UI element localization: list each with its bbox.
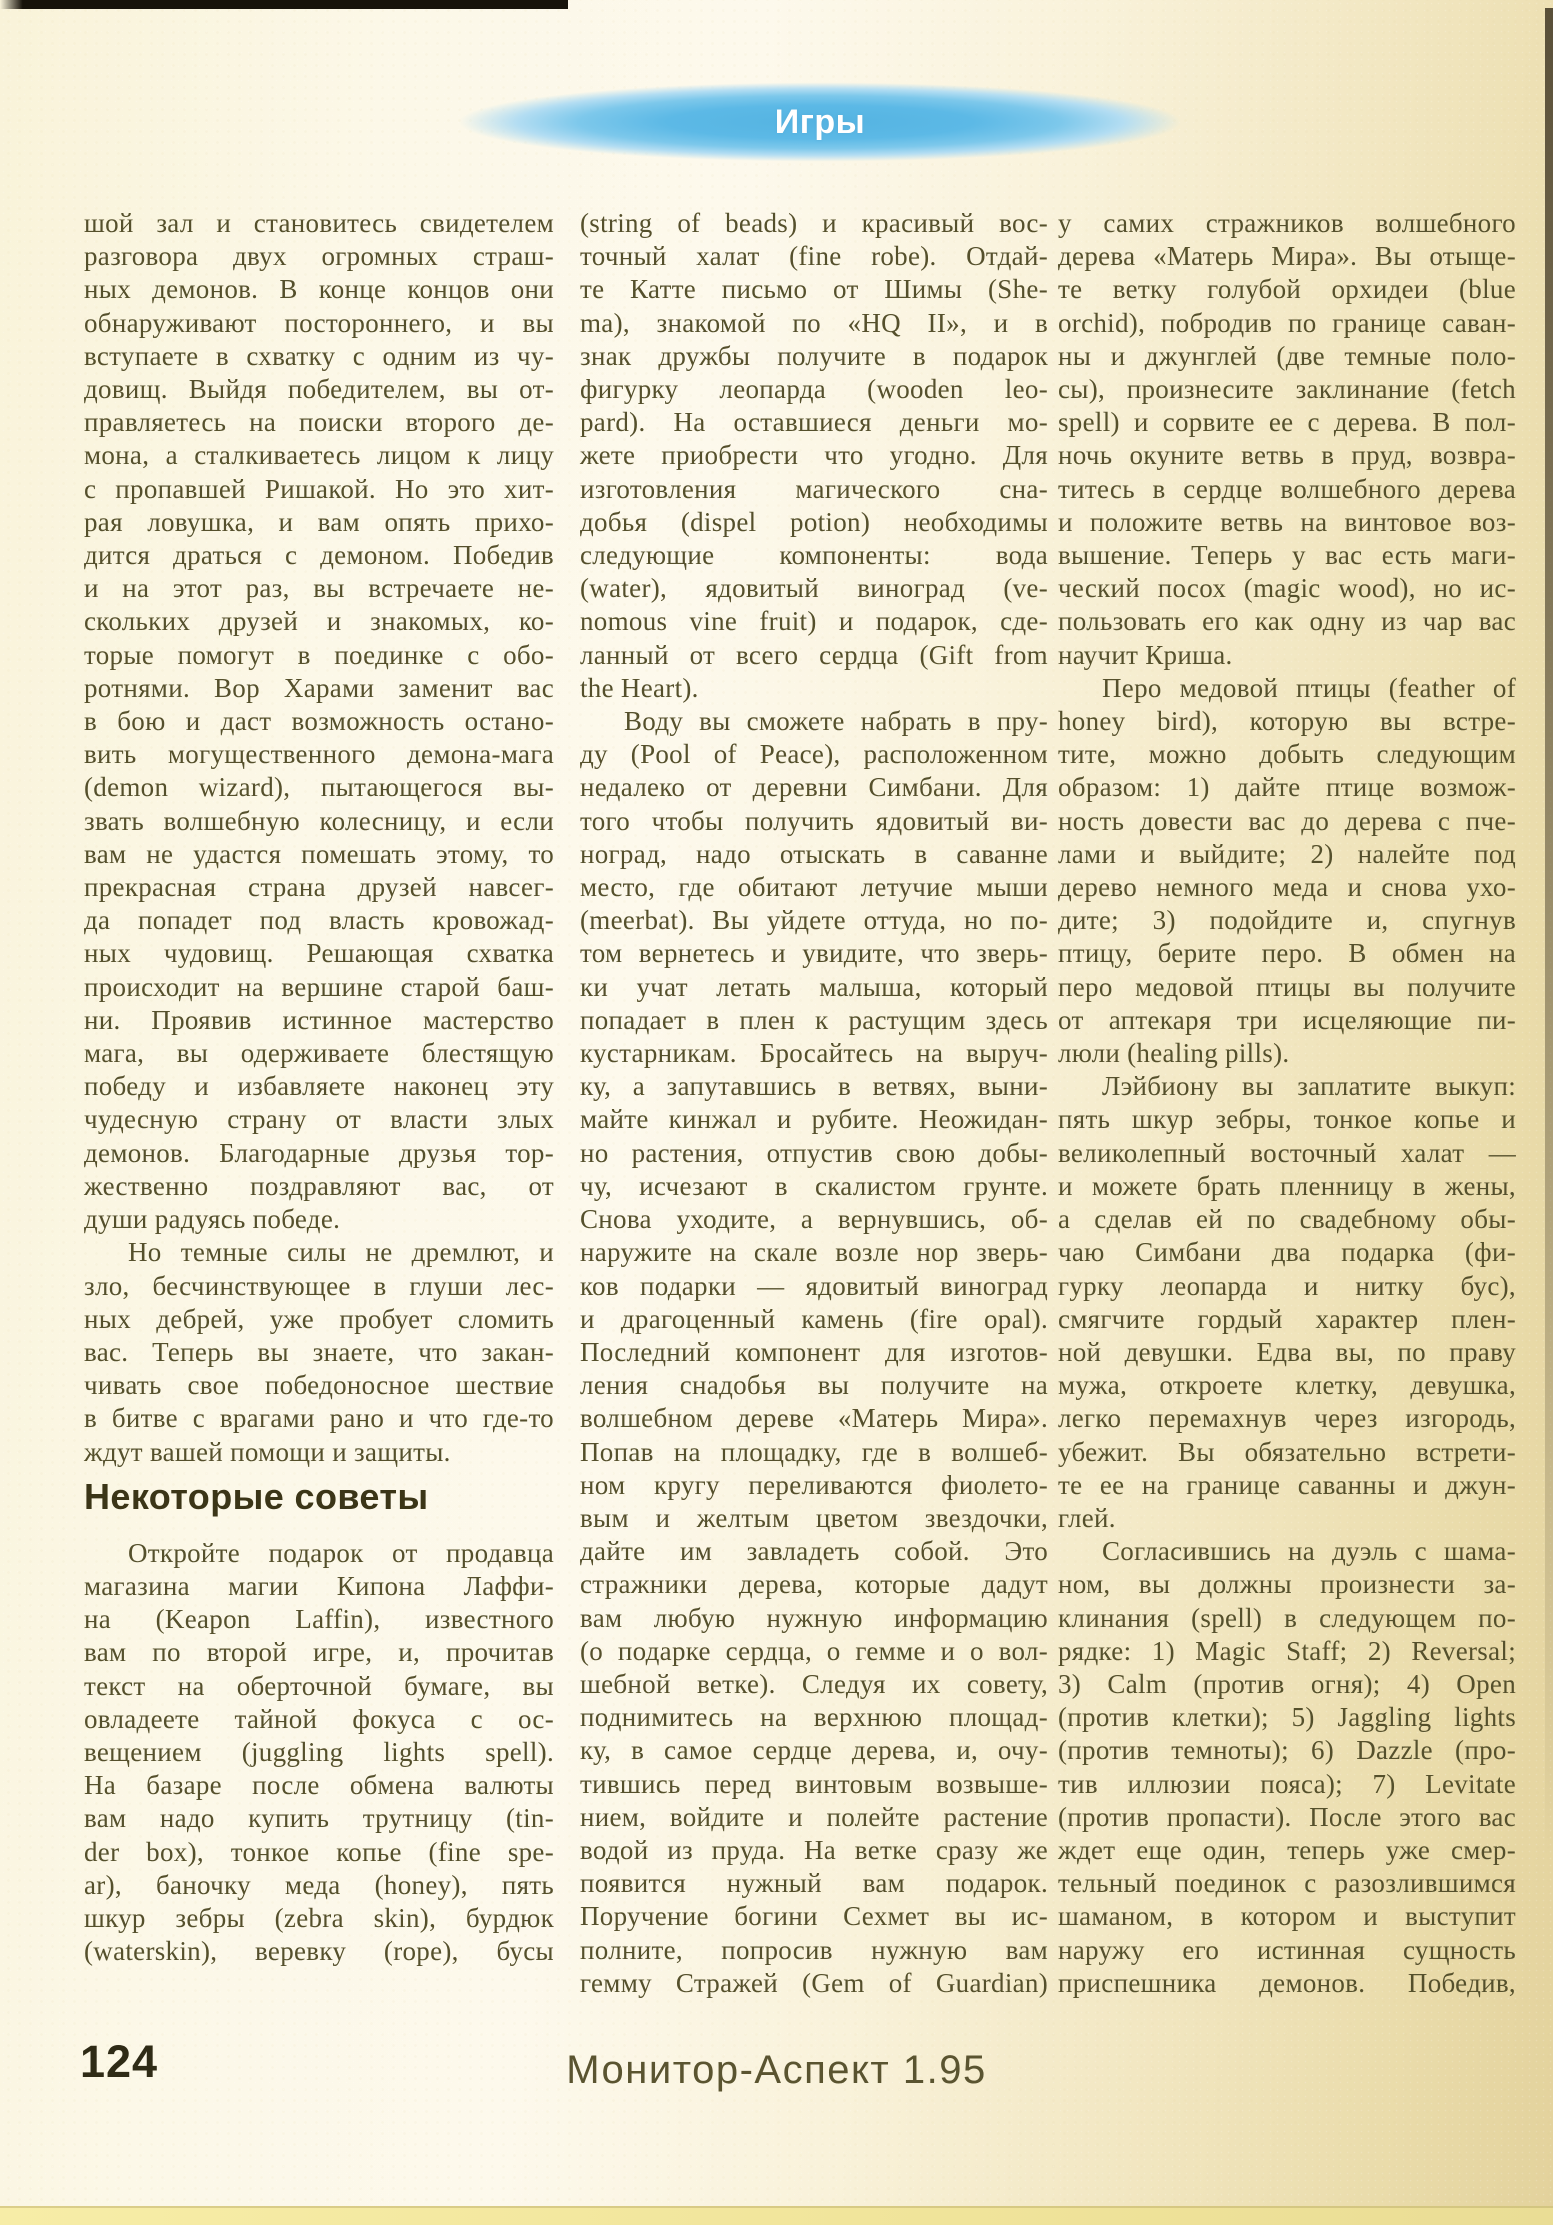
text-line: на (Keapon Laffin), известного bbox=[84, 1604, 554, 1635]
text-line: титесь в сердце волшебного дерева bbox=[1058, 473, 1516, 504]
section-heading: Некоторые советы bbox=[84, 1475, 429, 1517]
text-line: ни. Проявив истинное мастерство bbox=[84, 1004, 554, 1035]
column-1-bottom bbox=[84, 1537, 554, 1969]
text-line: жественно поздравляют вас, от bbox=[84, 1170, 554, 1201]
text-line: (против пропасти). После этого вас bbox=[1058, 1801, 1516, 1832]
text-line: сы), произнесите заклинание (fetch bbox=[1058, 374, 1516, 405]
text-line: те Катте письмо от Шимы (She- bbox=[580, 274, 1048, 305]
text-line: чудесную страну от власти злых bbox=[84, 1104, 554, 1135]
text-line: дерево немного меда и снова ухо- bbox=[1058, 872, 1516, 903]
text-line: ждут вашей помощи и защиты. bbox=[84, 1436, 451, 1467]
text-line: того чтобы получить ядовитый ви- bbox=[580, 805, 1048, 836]
text-line: довищ. Выйдя победителем, вы от- bbox=[84, 374, 554, 405]
text-line: чу, исчезают в скалистом грунте. bbox=[580, 1170, 1048, 1201]
column-1-top bbox=[84, 207, 554, 1469]
text-line: чивать свое победоносное шествие bbox=[84, 1370, 554, 1401]
text-line: от аптекаря три исцеляющие пи- bbox=[1058, 1004, 1516, 1035]
text-line: точный халат (fine robe). Отдай- bbox=[580, 241, 1048, 272]
text-line: в бою и даст возможность остано- bbox=[84, 706, 554, 737]
text-line: ротнями. Вор Харами заменит вас bbox=[84, 672, 554, 703]
paragraph bbox=[580, 705, 1048, 2000]
text-line: шебной ветке). Следуя их совету, bbox=[580, 1668, 1048, 1699]
text-line: те ветку голубой орхидеи (blue bbox=[1058, 274, 1516, 305]
text-line: ных демонов. В конце концов они bbox=[84, 274, 554, 305]
paragraph bbox=[1058, 1070, 1516, 1535]
text-line: мужа, откроете клетку, девушка, bbox=[1058, 1370, 1516, 1401]
text-line: ду (Pool of Peace), расположенном bbox=[580, 739, 1048, 770]
text-line: майте кинжал и рубите. Неожидан- bbox=[580, 1104, 1048, 1135]
text-line: гурку леопарда и нитку бус), bbox=[1058, 1270, 1516, 1301]
text-line: ность довести вас до дерева с пче- bbox=[1058, 805, 1516, 836]
text-line: правляетесь на поиски второго де- bbox=[84, 407, 554, 438]
text-line: (против клетки); 5) Jaggling lights bbox=[1058, 1702, 1516, 1733]
text-line: ном кругу переливаются фиолето- bbox=[580, 1469, 1048, 1500]
text-line: тившись перед винтовым возвыше- bbox=[580, 1768, 1048, 1799]
text-line: легко перемахнув через изгородь, bbox=[1058, 1403, 1516, 1434]
text-line: место, где обитают летучие мыши bbox=[580, 872, 1048, 903]
text-line: смягчите гордый характер плен- bbox=[1058, 1303, 1516, 1334]
text-line: происходит на вершине старой баш- bbox=[84, 971, 554, 1002]
text-line: наружу его истинная сущность bbox=[1058, 1934, 1516, 1965]
column-2 bbox=[580, 207, 1048, 2000]
text-line: вить могущественного демона-мага bbox=[84, 739, 554, 770]
text-line: дите; 3) подойдите и, спугнув bbox=[1058, 905, 1516, 936]
text-line: дайте им завладеть собой. Это bbox=[580, 1536, 1048, 1567]
text-line: водой из пруда. На ветке сразу же bbox=[580, 1834, 1048, 1865]
text-line: с пропавшей Ришакой. Но это хит- bbox=[84, 473, 554, 504]
text-line: Снова уходите, а вернувшись, об- bbox=[580, 1204, 1048, 1235]
text-line: Лэйбиону вы заплатите выкуп: bbox=[1102, 1071, 1516, 1102]
text-line: фигурку леопарда (wooden leo- bbox=[580, 374, 1048, 405]
paragraph bbox=[1058, 672, 1516, 1070]
text-line: прекрасная страна друзей навсег- bbox=[84, 872, 554, 903]
text-line: и на этот раз, вы встречаете не- bbox=[84, 573, 554, 604]
paragraph bbox=[84, 1537, 554, 1969]
text-line: вам не удастся помешать этому, то bbox=[84, 838, 554, 869]
footer-magazine-title: Монитор-Аспект 1.95 bbox=[566, 2048, 987, 2092]
text-line: Попав на площадку, где в волшеб- bbox=[580, 1436, 1048, 1467]
text-line: текст на оберточной бумаге, вы bbox=[84, 1670, 554, 1701]
text-line: приспешника демонов. Победив, bbox=[1058, 1967, 1516, 1998]
text-line: тив иллюзии пояса); 7) Levitate bbox=[1058, 1768, 1516, 1799]
scan-edge-right bbox=[1545, 8, 1553, 1858]
text-line: пять шкур зебры, тонкое копье и bbox=[1058, 1104, 1516, 1135]
text-line: перо медовой птицы вы получите bbox=[1058, 971, 1516, 1002]
text-line: следующие компоненты: вода bbox=[580, 540, 1048, 571]
text-line: лами и выйдите; 2) налейте под bbox=[1058, 838, 1516, 869]
text-line: дерева «Матерь Мира». Вы отыще- bbox=[1058, 241, 1516, 272]
text-line: кустарникам. Бросайтесь на выруч- bbox=[580, 1038, 1048, 1069]
text-line: вым и желтым цветом звездочки, bbox=[580, 1502, 1048, 1533]
text-line: Поручение богини Сехмет вы ис- bbox=[580, 1901, 1048, 1932]
text-line: (string of beads) и красивый вос- bbox=[580, 208, 1048, 238]
text-line: изготовления магического сна- bbox=[580, 473, 1048, 504]
text-line: 3) Calm (против огня); 4) Open bbox=[1058, 1668, 1516, 1699]
text-line: рядке: 1) Magic Staff; 2) Reversal; bbox=[1058, 1635, 1516, 1666]
text-line: жете приобрести что угодно. Для bbox=[580, 440, 1048, 471]
text-line: pard). На оставшиеся деньги мо- bbox=[580, 407, 1048, 438]
text-line: души радуясь победе. bbox=[84, 1204, 341, 1235]
text-line: том вернетесь и увидите, что зверь- bbox=[580, 938, 1048, 969]
text-line: зло, бесчинствующее в глуши лес- bbox=[84, 1270, 554, 1301]
text-line: звать волшебную колесницу, и если bbox=[84, 805, 554, 836]
text-line: наружите на скале возле нор зверь- bbox=[580, 1237, 1048, 1268]
text-line: чаю Симбани два подарка (фи- bbox=[1058, 1237, 1516, 1268]
text-line: гемму Стражей (Gem of Guardian) bbox=[580, 1967, 1048, 1998]
text-line: вышение. Теперь у вас есть маги- bbox=[1058, 540, 1516, 571]
text-line: ных дебрей, уже пробует сломить bbox=[84, 1303, 554, 1334]
text-line: вас. Теперь вы знаете, что закан- bbox=[84, 1336, 554, 1367]
page-number: 124 bbox=[80, 2036, 159, 2087]
text-line: вам по второй игре, и, прочитав bbox=[84, 1637, 554, 1668]
text-line: (water), ядовитый виноград (ve- bbox=[580, 573, 1048, 604]
text-line: ления снадобья вы получите на bbox=[580, 1370, 1048, 1401]
text-line: шаманом, в котором и выступит bbox=[1058, 1901, 1516, 1932]
paragraph bbox=[1058, 1535, 1516, 2000]
text-line: пользовать его как одну из чар вас bbox=[1058, 606, 1516, 637]
text-line: ку, а запутавшись в ветвях, выни- bbox=[580, 1071, 1048, 1102]
text-line: но растения, отпустив свою добы- bbox=[580, 1137, 1048, 1168]
text-line: (против темноты); 6) Dazzle (про- bbox=[1058, 1735, 1516, 1766]
text-line: spell) и сорвите ее с дерева. В пол- bbox=[1058, 407, 1516, 438]
text-line: попадает в плен к растущим здесь bbox=[580, 1004, 1048, 1035]
text-line: Согласившись на дуэль с шама- bbox=[1102, 1536, 1516, 1567]
section-tab-label: Игры bbox=[774, 102, 866, 141]
text-line: дится драться с демоном. Победив bbox=[84, 540, 554, 571]
text-line: ждет еще один, теперь уже смер- bbox=[1058, 1834, 1516, 1865]
text-line: тельный поединок с разозлившимся bbox=[1058, 1868, 1516, 1899]
text-line: у самих стражников волшебного bbox=[1058, 208, 1516, 238]
text-line: да попадет под власть кровожад- bbox=[84, 905, 554, 936]
text-line: и драгоценный камень (fire opal). bbox=[580, 1303, 1048, 1334]
text-line: добья (dispel potion) необходимы bbox=[580, 506, 1048, 537]
text-line: (waterskin), веревку (rope), бусы bbox=[84, 1936, 554, 1967]
text-line: те ее на границе саванны и джун- bbox=[1058, 1469, 1516, 1500]
paragraph bbox=[84, 207, 554, 1236]
text-line: ков подарки — ядовитый виноград bbox=[580, 1270, 1048, 1301]
text-line: тите, можно добыть следующим bbox=[1058, 739, 1516, 770]
text-line: вам надо купить трутницу (tin- bbox=[84, 1803, 554, 1834]
text-line: люли (healing pills). bbox=[1058, 1038, 1290, 1069]
text-line: разговора двух огромных страш- bbox=[84, 241, 554, 272]
text-line: демонов. Благодарные друзья тор- bbox=[84, 1137, 554, 1168]
text-line: ных чудовищ. Решающая схватка bbox=[84, 938, 554, 969]
text-line: ны и джунглей (две темные поло- bbox=[1058, 340, 1516, 371]
text-line: ки учат летать малыша, который bbox=[580, 971, 1048, 1002]
text-line: стражники дерева, которые дадут bbox=[580, 1569, 1048, 1600]
paragraph bbox=[84, 1236, 554, 1468]
text-line: знак дружбы получите в подарок bbox=[580, 340, 1048, 371]
text-line: мона, а сталкиваетесь лицом к лицу bbox=[84, 440, 554, 471]
text-line: нием, войдите и полейте растение bbox=[580, 1801, 1048, 1832]
text-line: научит Криша. bbox=[1058, 639, 1233, 670]
text-line: Последний компонент для изготов- bbox=[580, 1336, 1048, 1367]
text-line: ной девушки. Едва вы, по праву bbox=[1058, 1336, 1516, 1367]
text-line: ланный от всего сердца (Gift from bbox=[580, 639, 1048, 670]
text-line: На базаре после обмена валюты bbox=[84, 1770, 554, 1801]
text-line: the Heart). bbox=[580, 672, 699, 703]
text-line: появится нужный вам подарок. bbox=[580, 1868, 1048, 1899]
text-line: великолепный восточный халат — bbox=[1058, 1137, 1516, 1168]
text-line: волшебном дереве «Матерь Мира». bbox=[580, 1403, 1048, 1434]
text-line: торые помогут в поединке с обо- bbox=[84, 639, 554, 670]
text-line: образом: 1) дайте птице возмож- bbox=[1058, 772, 1516, 803]
text-line: полните, попросив нужную вам bbox=[580, 1934, 1048, 1965]
text-line: Но темные силы не дремлют, и bbox=[128, 1237, 554, 1268]
text-line: orchid), побродив по границе саван- bbox=[1058, 307, 1516, 338]
text-line: магазина магии Кипона Лаффи- bbox=[84, 1570, 554, 1601]
text-line: ar), баночку меда (honey), пять bbox=[84, 1869, 554, 1900]
paragraph bbox=[580, 207, 1048, 705]
text-line: поднимитесь на верхнюю площад- bbox=[580, 1702, 1048, 1733]
text-line: Откройте подарок от продавца bbox=[128, 1537, 554, 1568]
text-line: обнаруживают постороннего, и вы bbox=[84, 307, 554, 338]
text-line: убежит. Вы обязательно встрети- bbox=[1058, 1436, 1516, 1467]
text-line: ку, в самое сердце дерева, и, очу- bbox=[580, 1735, 1048, 1766]
text-line: в битве с врагами рано и что где-то bbox=[84, 1403, 554, 1434]
text-line: скольких друзей и знакомых, ко- bbox=[84, 606, 554, 637]
text-line: вам любую нужную информацию bbox=[580, 1602, 1048, 1633]
section-tab bbox=[455, 82, 1185, 162]
text-line: ночь окуните ветвь в пруд, возвра- bbox=[1058, 440, 1516, 471]
text-line: ческий посох (magic wood), но ис- bbox=[1058, 573, 1516, 604]
text-line: шой зал и становитесь свидетелем bbox=[84, 208, 554, 238]
text-line: nomous vine fruit) и подарок, сде- bbox=[580, 606, 1048, 637]
text-line: Перо медовой птицы (feather of bbox=[1102, 672, 1516, 703]
text-line: птицу, берите перо. В обмен на bbox=[1058, 938, 1516, 969]
text-line: ноград, надо отыскать в саванне bbox=[580, 838, 1048, 869]
column-1 bbox=[84, 207, 554, 1968]
text-line: ном, вы должны произнести за- bbox=[1058, 1569, 1516, 1600]
text-line: мага, вы одерживаете блестящую bbox=[84, 1038, 554, 1069]
text-line: вещением (juggling lights spell). bbox=[84, 1736, 554, 1767]
scan-edge-top bbox=[0, 0, 568, 9]
text-line: и можете брать пленницу в жены, bbox=[1058, 1170, 1516, 1201]
text-line: недалеко от деревни Симбани. Для bbox=[580, 772, 1048, 803]
column-3 bbox=[1058, 207, 1516, 2000]
text-line: и положите ветвь на винтовое воз- bbox=[1058, 506, 1516, 537]
next-page-edge bbox=[0, 2206, 1553, 2225]
text-line: овладеете тайной фокуса с ос- bbox=[84, 1703, 554, 1734]
text-line: (meerbat). Вы уйдете оттуда, но по- bbox=[580, 905, 1048, 936]
text-line: (demon wizard), пытающегося вы- bbox=[84, 772, 554, 803]
text-line: клинания (spell) в следующем по- bbox=[1058, 1602, 1516, 1633]
text-line: победу и избавляете наконец эту bbox=[84, 1071, 554, 1102]
text-line: Воду вы сможете набрать в пру- bbox=[624, 706, 1048, 737]
text-line: der box), тонкое копье (fine spe- bbox=[84, 1836, 554, 1867]
text-line: а сделав ей по свадебному обы- bbox=[1058, 1204, 1516, 1235]
text-line: вступаете в схватку с одним из чу- bbox=[84, 340, 554, 371]
text-line: ma), знакомой по «HQ II», и в bbox=[580, 307, 1048, 338]
text-line: (о подарке сердца, о гемме и о вол- bbox=[580, 1635, 1048, 1666]
text-line: шкур зебры (zebra skin), бурдюк bbox=[84, 1902, 554, 1933]
text-line: honey bird), которую вы встре- bbox=[1058, 706, 1516, 737]
text-line: глей. bbox=[1058, 1502, 1116, 1533]
paragraph bbox=[1058, 207, 1516, 672]
text-line: рая ловушка, и вам опять прихо- bbox=[84, 506, 554, 537]
